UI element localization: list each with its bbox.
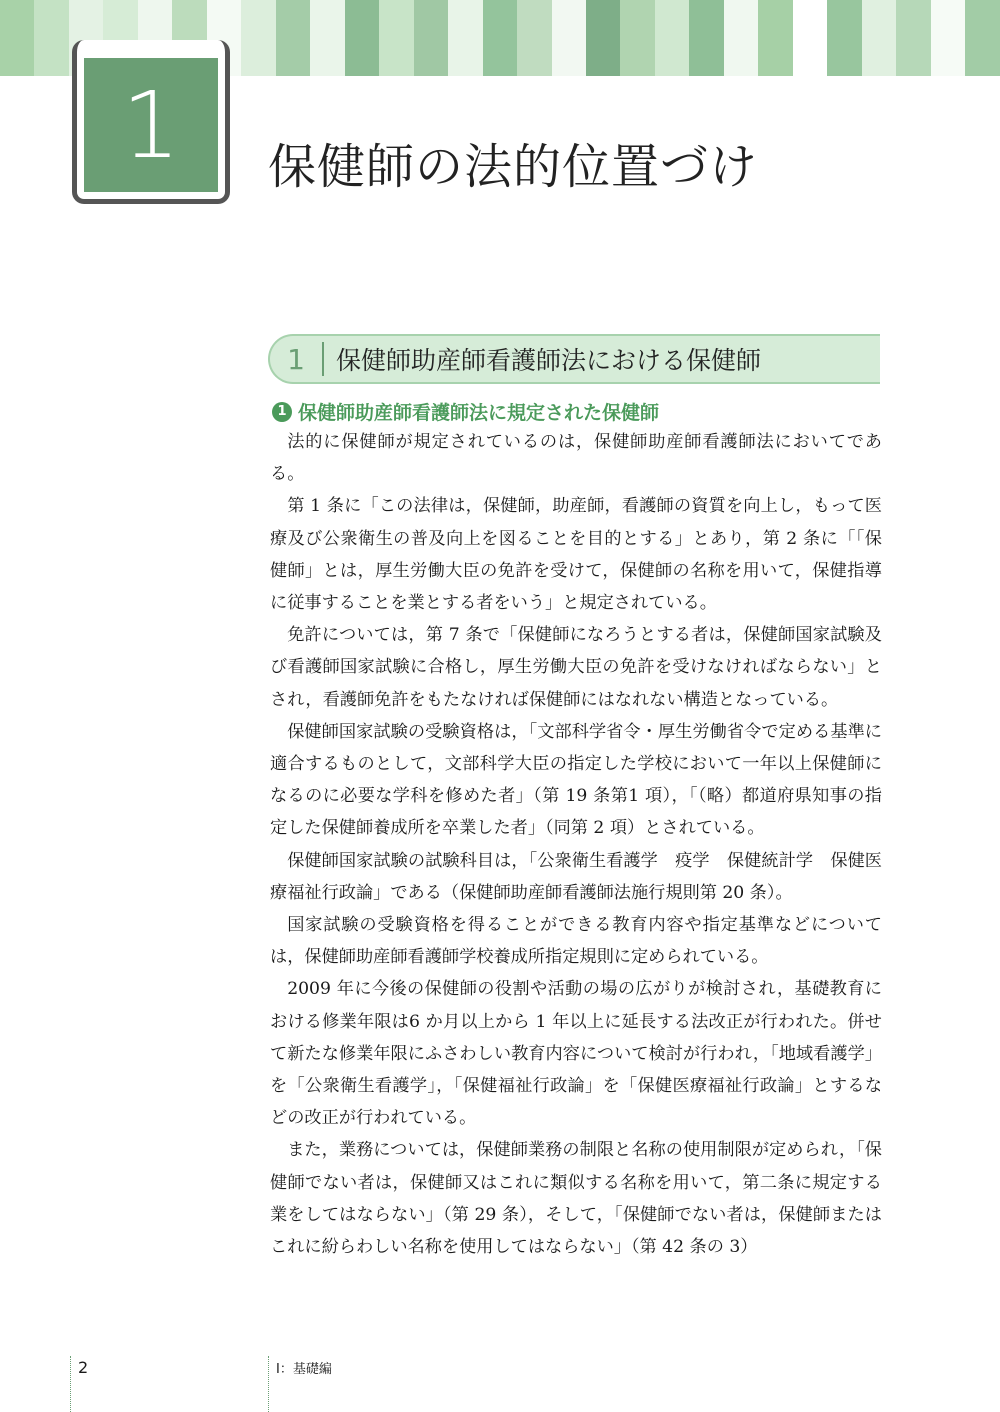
header-stripe [34,0,68,76]
footer-rule-left [70,1356,71,1412]
header-stripe [0,0,34,76]
header-stripe [276,0,310,76]
paragraph: 免許については，第 7 条で「保健師になろうとする者は，保健師国家試験及び看護師国家試験に合格し，厚生労働大臣の免許を受けなければならない」とされ，看護師免許をもたなければ保健師にはなれない構造となっている。 [270,625,882,710]
header-stripe [793,0,827,76]
header-stripe [758,0,792,76]
paragraph: 保健師国家試験の試験科目は，「公衆衛生看護学 疫学 保健統計学 保健医療福祉行政論」である（保健師助産師看護師法施行規則第 20 条）。 [270,850,882,903]
paragraph: 2009 年に今後の保健師の役割や活動の場の広がりが検討され，基礎教育における修業年限は6 か月以上から 1 年以上に延長する法改正が行われた。併せて新たな修業年限にふさわしい教育内容について検討が行われ，「地域看護学」を「公衆衛生看護学」，「保健福祉行政論」を「保健医療福祉行政論」とするなどの改正が行われている。 [270,979,882,1129]
header-stripe [379,0,413,76]
chapter-number: 1 [84,58,218,192]
header-stripe [552,0,586,76]
section-number: 1 [287,342,305,376]
paragraph: 保健師国家試験の受験資格は，「文部科学省令・厚生労働省令で定める基準に適合するものとして，文部科学大臣の指定した学校において一年以上保健師になるのに必要な学科を修めた者」（第 19 条第1 項），「（略）都道府県知事の指定した保健師養成所を卒業した者」（同第 2 項）とされている。 [270,721,882,839]
header-stripe [586,0,620,76]
header-stripe [345,0,379,76]
header-stripe [620,0,654,76]
footer-rule-right [268,1356,269,1412]
header-stripe [862,0,896,76]
header-stripe [689,0,723,76]
header-stripe [896,0,930,76]
paragraph: また，業務については，保健師業務の制限と名称の使用制限が定められ，「保健師でない者は，保健師又はこれに類似する名称を用いて，第二条に規定する業をしてはならない」（第 29 条），そして，「保健師でない者は，保健師またはこれに紛らわしい名称を使用してはならない」（第 42 条の 3） [270,1140,882,1258]
subsection-number-badge: 1 [272,402,292,422]
header-stripe [310,0,344,76]
header-stripe [448,0,482,76]
subsection-heading [272,398,659,425]
footer-part-label: Ⅰ：基礎編 [276,1362,332,1377]
body-text [270,426,882,1263]
section-header [268,334,880,384]
header-stripe [931,0,965,76]
header-stripe [414,0,448,76]
header-stripe [241,0,275,76]
paragraph: 第 1 条に「この法律は，保健師，助産師，看護師の資質を向上し，もって医療及び公衆衛生の普及向上を図ることを目的とする」とあり，第 2 条に「「保健師」とは，厚生労働大臣の免許を受けて，保健師の名称を用いて，保健指導に従事することを業とする者をいう」と規定されている。 [270,496,882,614]
header-stripe [655,0,689,76]
subsection-title: 保健師助産師看護師法に規定された保健師 [298,402,660,424]
paragraph: 国家試験の受験資格を得ることができる教育内容や指定基準などについては，保健師助産師看護師学校養成所指定規則に定められている。 [270,915,882,968]
section-divider [322,342,324,376]
header-stripe [483,0,517,76]
header-stripe [965,0,999,76]
header-stripe [724,0,758,76]
section-title: 保健師助産師看護師法における保健師 [336,346,762,375]
header-stripe [517,0,551,76]
paragraph: 法的に保健師が規定されているのは，保健師助産師看護師法においてである。 [270,432,882,485]
page-number: 2 [78,1358,89,1377]
header-stripe [827,0,861,76]
chapter-title: 保健師の法的位置づけ [268,139,759,195]
